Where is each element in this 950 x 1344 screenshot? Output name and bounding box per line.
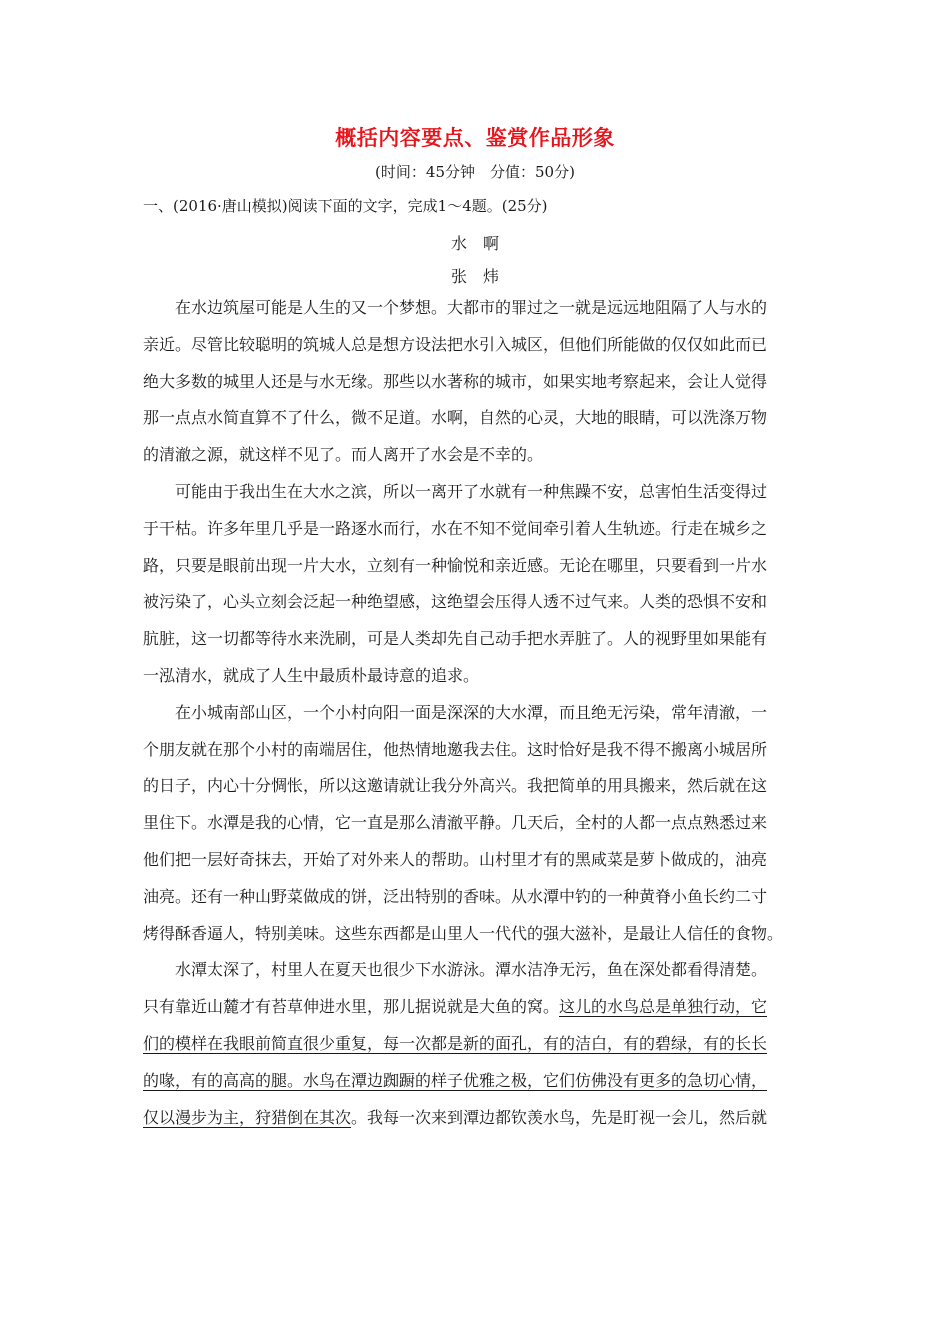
text-line-underlined [143,1026,811,1063]
text-line: 绝大多数的城里人还是与水无缘。那些以水著称的城市，如果实地考察起来，会让人觉得 [143,371,768,391]
text-line: 里住下。水潭是我的心情，它一直是那么清澈平静。几天后，全村的人都一点点熟悉过来 [143,813,768,833]
question-instruction: 一、(2016·唐山模拟)阅读下面的文字，完成1～4题。(25分) [143,197,548,215]
article-title: 水 啊 [450,234,499,253]
text-line-with-underline [143,989,811,1026]
text-line: 在水边筑屋可能是人生的又一个梦想。大都市的罪过之一就是远远地阻隔了人与水的 [175,298,768,317]
underlined-passage: 的喙，有的高高的腿。水鸟在潭边踟蹰的样子优雅之极，它们仿佛没有更多的急切心情， [143,1070,768,1090]
text-line: 被污染了，心头立刻会泛起一种绝望感，这绝望会压得人透不过气来。人类的恐惧不安和 [143,592,768,612]
text-line: 路，只要是眼前出现一片大水，立刻有一种愉悦和亲近感。无论在哪里，只要看到一片水 [143,555,768,575]
text-line: 他们把一层好奇抹去，开始了对外来人的帮助。山村里才有的黑咸菜是萝卜做成的，油亮 [143,849,768,869]
underlined-passage: 这儿的水鸟总是单独行动，它 [559,997,768,1017]
text-line: 油亮。还有一种山野菜做成的饼，泛出特别的香味。从水潭中钓的一种黄脊小鱼长约二寸 [143,886,768,906]
text-line-with-underline [143,1100,811,1137]
text-line-underlined [143,1063,811,1100]
page-title: 概括内容要点、鉴赏作品形象 [335,126,615,150]
text-line: 那一点点水简直算不了什么，微不足道。水啊，自然的心灵，大地的眼睛，可以洗涤万物 [143,408,768,428]
text-line: 的清澈之源，就这样不见了。而人离开了水会是不幸的。 [143,445,544,465]
text-line: 肮脏，这一切都等待水来洗刷，可是人类却先自己动手把水弄脏了。人的视野里如果能有 [143,629,768,649]
text-line: 烤得酥香逼人，特别美味。这些东西都是山里人一代代的强大滋补，是最让人信任的食物。 [143,923,784,943]
article-body [143,290,811,1136]
exam-time-score: (时间：45分钟 分值：50分) [375,163,575,181]
text-line: 可能由于我出生在大水之滨，所以一离开了水就有一种焦躁不安，总害怕生活变得过 [175,481,768,501]
text-line: 一泓清水，就成了人生中最质朴最诗意的追求。 [143,665,480,685]
text-line: 水潭太深了，村里人在夏天也很少下水游泳。潭水洁净无污，鱼在深处都看得清楚。 [175,960,768,980]
text-line: 于干枯。许多年里几乎是一路逐水而行，水在不知不觉间牵引着人生轨迹。行走在城乡之 [143,518,768,538]
text-segment: 。我每一次来到潭边都钦羡水鸟，先是盯视一会儿，然后就 [351,1107,768,1127]
text-segment: 只有靠近山麓才有苔草伸进水里，那儿据说就是大鱼的窝。 [143,997,560,1017]
text-line: 的日子，内心十分惆怅，所以这邀请就让我分外高兴。我把简单的用具搬来，然后就在这 [143,776,768,796]
article-author: 张 炜 [450,267,499,286]
underlined-passage: 们的模样在我眼前简直很少重复，每一次都是新的面孔，有的洁白，有的碧绿，有的长长 [143,1033,768,1053]
text-line: 个朋友就在那个小村的南端居住，他热情地邀我去住。这时恰好是我不得不搬离小城居所 [143,739,768,759]
text-line: 在小城南部山区，一个小村向阳一面是深深的大水潭，而且绝无污染，常年清澈，一 [175,702,768,722]
text-line: 亲近。尽管比较聪明的筑城人总是想方设法把水引入城区，但他们所能做的仅仅如此而已 [143,334,768,354]
underlined-passage: 仅以漫步为主，狩猎倒在其次 [143,1107,352,1127]
